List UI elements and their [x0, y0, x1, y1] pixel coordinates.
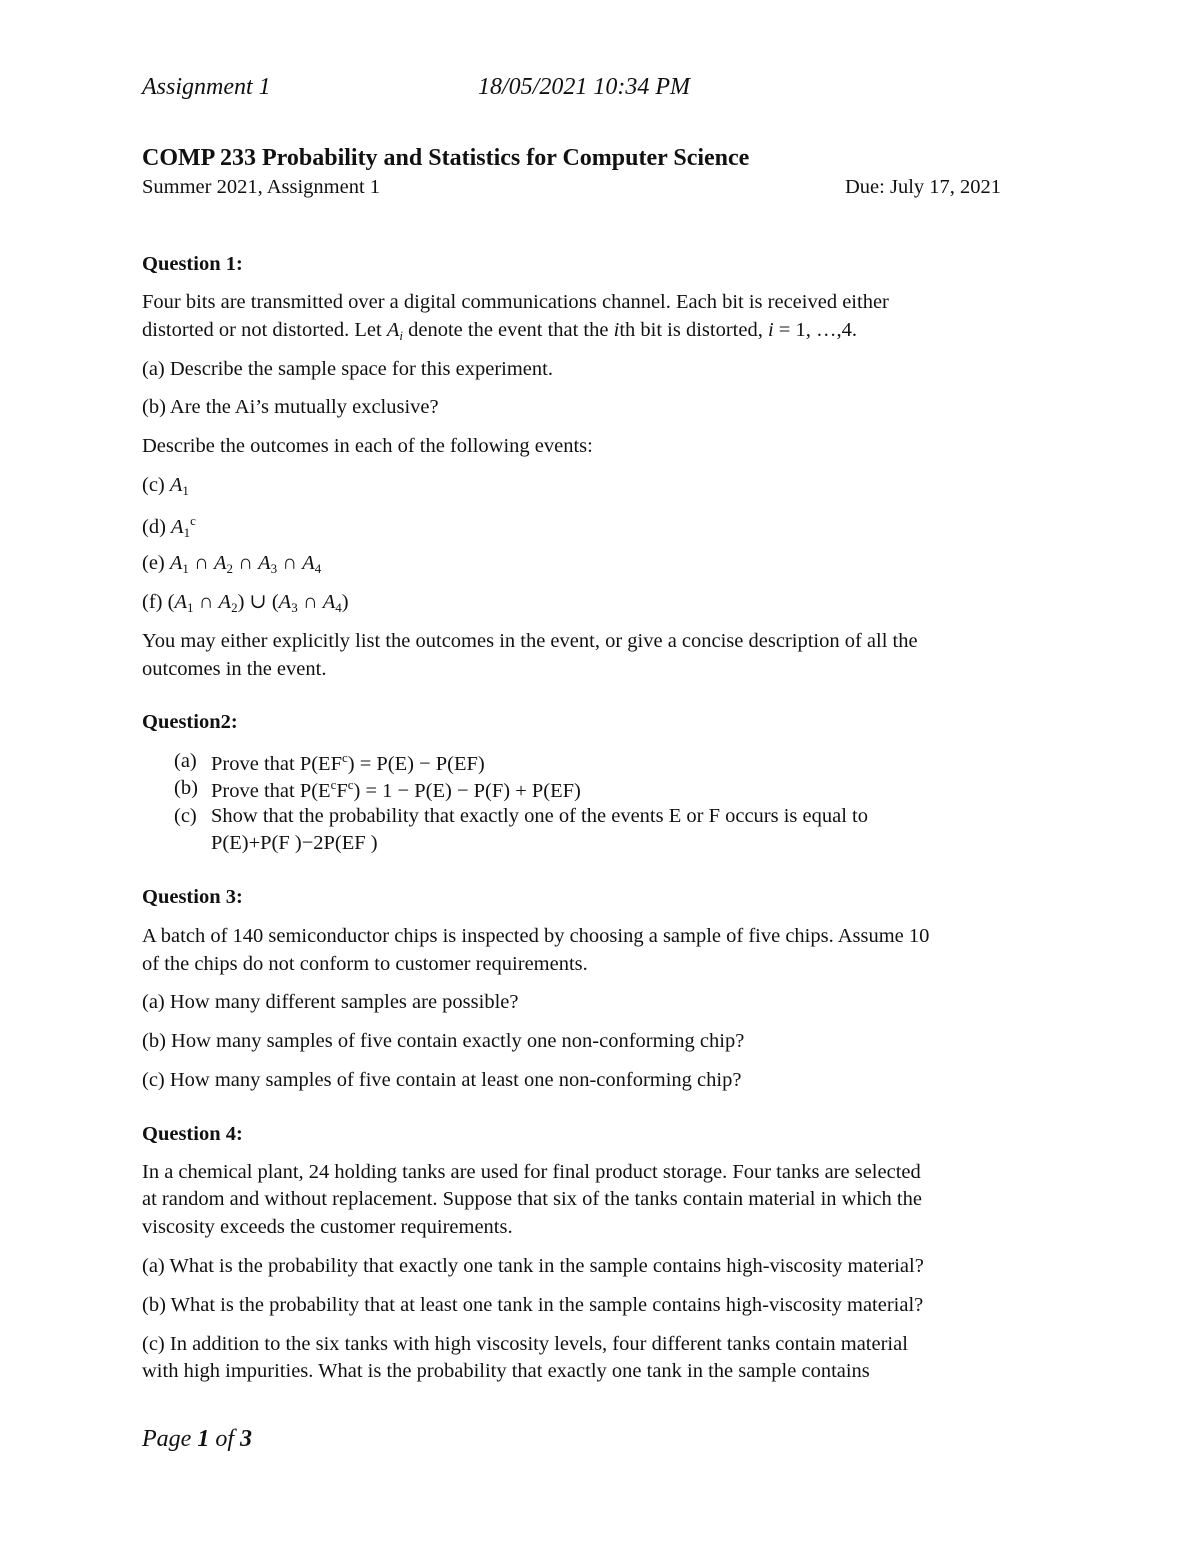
- q1-closing-1: You may either explicitly list the outcomes in the event, or give a concise description of all the: [142, 630, 918, 652]
- q2-part-a-label: (a): [174, 750, 197, 772]
- header-right: 18/05/2021 10:34 PM: [478, 74, 690, 100]
- q1-part-e: (e) $A_1$ ∩ $A_2$ ∩ $A_3$ ∩ $A_4$: [142, 552, 322, 576]
- q2-part-c-label: (c): [174, 805, 197, 827]
- q4-heading: Question 4:: [142, 1123, 243, 1145]
- q1-part-a: (a) Describe the sample space for this experiment.: [142, 358, 553, 380]
- q1-closing-2: outcomes in the event.: [142, 658, 327, 680]
- q1-line1: Four bits are transmitted over a digital communications channel. Each bit is received either: [142, 291, 889, 313]
- q4-part-c-line2: with high impurities. What is the probability that exactly one tank in the sample contains: [142, 1360, 870, 1382]
- q2-part-b-label: (b): [174, 777, 198, 799]
- q2-heading: Question2:: [142, 711, 238, 733]
- q1-part-f: (f) ($A_1$ ∩ $A_2$) ∪ ($A_3$ ∩ $A_4$): [142, 591, 349, 615]
- q1-intro: Describe the outcomes in each of the following events:: [142, 435, 593, 457]
- q1-heading: Question 1:: [142, 253, 243, 275]
- q4-part-a: (a) What is the probability that exactly one tank in the sample contains high-viscosity material?: [142, 1255, 924, 1277]
- header-left: Assignment 1: [142, 74, 271, 100]
- q1-part-d: (d) $A_1^c$: [142, 513, 196, 540]
- q3-line1: A batch of 140 semiconductor chips is inspected by choosing a sample of five chips. Assume 10: [142, 925, 930, 947]
- course-title: COMP 233 Probability and Statistics for Computer Science: [142, 145, 750, 171]
- q3-line2: of the chips do not conform to customer requirements.: [142, 953, 588, 975]
- q1-part-b: (b) Are the Ai’s mutually exclusive?: [142, 396, 439, 418]
- q4-line2: at random and without replacement. Suppose that six of the tanks contain material in which the: [142, 1188, 922, 1210]
- q2-part-a: Prove that $P(EF^c) = P(E) - P(EF)$: [211, 750, 485, 775]
- q3-part-a: (a) How many different samples are possible?: [142, 991, 519, 1013]
- q4-part-b: (b) What is the probability that at least one tank in the sample contains high-viscosity material?: [142, 1294, 924, 1316]
- q2-part-c-line1: Show that the probability that exactly one of the events E or F occurs is equal to: [211, 805, 868, 827]
- q4-line3: viscosity exceeds the customer requirements.: [142, 1216, 513, 1238]
- q3-heading: Question 3:: [142, 886, 243, 908]
- subtitle-left: Summer 2021, Assignment 1: [142, 176, 381, 198]
- q2-part-b: Prove that $P(E^cF^c) = 1 - P(E) - P(F) + P(EF)$: [211, 777, 581, 802]
- q1-part-c: (c) $A_1$: [142, 474, 189, 498]
- q3-part-b: (b) How many samples of five contain exactly one non-conforming chip?: [142, 1030, 745, 1052]
- q1-line2: distorted or not distorted. Let $A_i$ denote the event that the ith bit is distorted, i = 1, …,4.: [142, 319, 857, 343]
- q3-part-c: (c) How many samples of five contain at least one non-conforming chip?: [142, 1069, 742, 1091]
- q4-part-c-line1: (c) In addition to the six tanks with high viscosity levels, four different tanks contain material: [142, 1333, 908, 1355]
- q2-part-c-line2: P(E)+P(F )−2P(EF ): [211, 832, 378, 854]
- q4-line1: In a chemical plant, 24 holding tanks are used for final product storage. Four tanks are selected: [142, 1161, 921, 1183]
- due-date: Due: July 17, 2021: [845, 176, 1002, 198]
- page-number: Page 1 of 3: [142, 1426, 252, 1452]
